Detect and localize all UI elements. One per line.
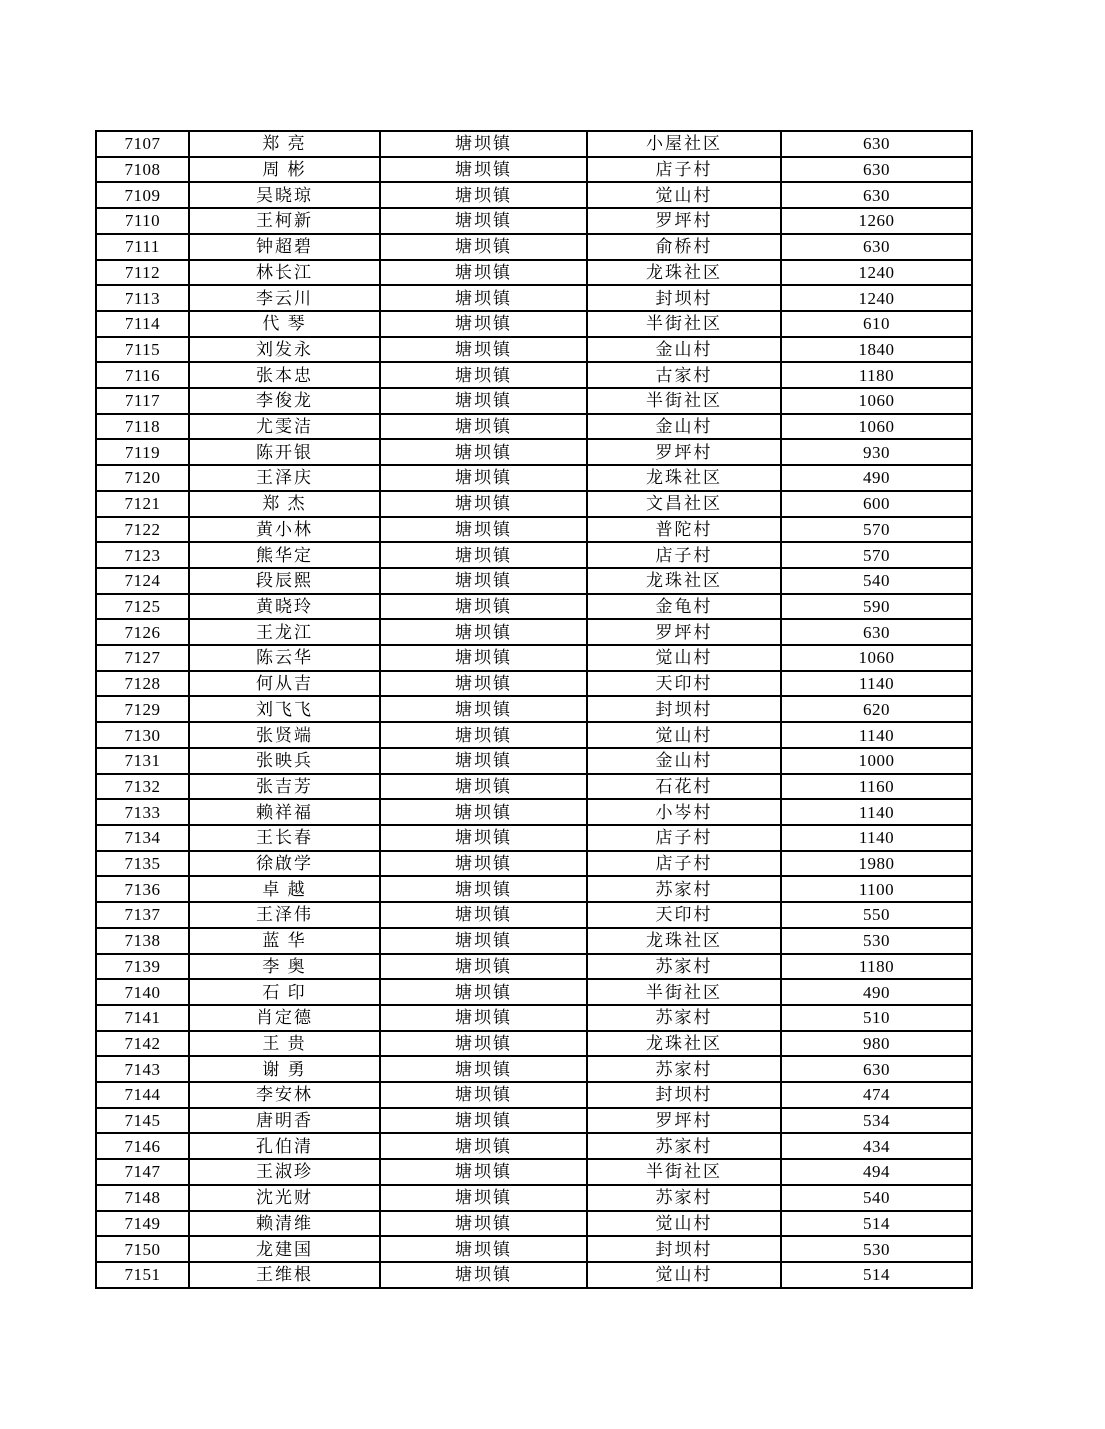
table-row [96, 671, 972, 697]
cell-village: 罗坪村 [587, 208, 781, 234]
cell-id: 7119 [96, 439, 189, 465]
cell-village: 龙珠社区 [587, 568, 781, 594]
cell-village: 封坝村 [587, 285, 781, 311]
cell-town: 塘坝镇 [380, 311, 587, 337]
cell-village: 店子村 [587, 157, 781, 183]
cell-town: 塘坝镇 [380, 696, 587, 722]
cell-id: 7135 [96, 851, 189, 877]
cell-name: 王柯新 [189, 208, 380, 234]
cell-id: 7123 [96, 542, 189, 568]
cell-name: 钟超碧 [189, 234, 380, 260]
cell-id: 7151 [96, 1262, 189, 1288]
table-row [96, 619, 972, 645]
cell-id: 7127 [96, 645, 189, 671]
cell-name: 唐明香 [189, 1108, 380, 1134]
cell-village: 罗坪村 [587, 619, 781, 645]
cell-id: 7125 [96, 594, 189, 620]
cell-id: 7110 [96, 208, 189, 234]
cell-village: 店子村 [587, 542, 781, 568]
cell-amount: 540 [781, 1185, 972, 1211]
cell-amount: 1140 [781, 799, 972, 825]
cell-name: 黄晓玲 [189, 594, 380, 620]
cell-amount: 1140 [781, 671, 972, 697]
table-row [96, 1185, 972, 1211]
cell-amount: 1260 [781, 208, 972, 234]
cell-town: 塘坝镇 [380, 1082, 587, 1108]
cell-id: 7150 [96, 1236, 189, 1262]
table-row [96, 131, 972, 157]
table-row [96, 285, 972, 311]
cell-id: 7107 [96, 131, 189, 157]
cell-name: 卓 越 [189, 876, 380, 902]
cell-amount: 590 [781, 594, 972, 620]
table-row [96, 876, 972, 902]
cell-village: 觉山村 [587, 1211, 781, 1237]
table-row [96, 568, 972, 594]
cell-name: 刘飞飞 [189, 696, 380, 722]
cell-village: 龙珠社区 [587, 1031, 781, 1057]
cell-id: 7121 [96, 491, 189, 517]
cell-id: 7118 [96, 414, 189, 440]
cell-town: 塘坝镇 [380, 799, 587, 825]
cell-town: 塘坝镇 [380, 285, 587, 311]
cell-id: 7109 [96, 182, 189, 208]
cell-village: 觉山村 [587, 645, 781, 671]
cell-id: 7132 [96, 774, 189, 800]
cell-amount: 474 [781, 1082, 972, 1108]
cell-village: 小屋社区 [587, 131, 781, 157]
cell-amount: 980 [781, 1031, 972, 1057]
cell-amount: 1240 [781, 260, 972, 286]
cell-amount: 434 [781, 1133, 972, 1159]
cell-town: 塘坝镇 [380, 234, 587, 260]
cell-town: 塘坝镇 [380, 928, 587, 954]
cell-village: 半街社区 [587, 311, 781, 337]
cell-village: 封坝村 [587, 696, 781, 722]
cell-town: 塘坝镇 [380, 517, 587, 543]
table-row [96, 851, 972, 877]
table-row [96, 774, 972, 800]
cell-amount: 540 [781, 568, 972, 594]
table-row [96, 388, 972, 414]
table-row [96, 799, 972, 825]
cell-town: 塘坝镇 [380, 1185, 587, 1211]
cell-village: 封坝村 [587, 1236, 781, 1262]
cell-name: 王淑珍 [189, 1159, 380, 1185]
cell-amount: 514 [781, 1262, 972, 1288]
cell-amount: 630 [781, 1056, 972, 1082]
cell-town: 塘坝镇 [380, 748, 587, 774]
table-row [96, 542, 972, 568]
cell-amount: 1240 [781, 285, 972, 311]
cell-village: 龙珠社区 [587, 465, 781, 491]
table-row [96, 1082, 972, 1108]
cell-id: 7138 [96, 928, 189, 954]
cell-town: 塘坝镇 [380, 1031, 587, 1057]
table-row [96, 1056, 972, 1082]
cell-id: 7122 [96, 517, 189, 543]
cell-id: 7147 [96, 1159, 189, 1185]
cell-name: 尤雯洁 [189, 414, 380, 440]
cell-village: 苏家村 [587, 1005, 781, 1031]
cell-id: 7120 [96, 465, 189, 491]
cell-town: 塘坝镇 [380, 568, 587, 594]
cell-town: 塘坝镇 [380, 208, 587, 234]
cell-name: 王泽庆 [189, 465, 380, 491]
cell-name: 赖清维 [189, 1211, 380, 1237]
table-row [96, 748, 972, 774]
cell-id: 7113 [96, 285, 189, 311]
cell-name: 张映兵 [189, 748, 380, 774]
cell-name: 张吉芳 [189, 774, 380, 800]
cell-name: 赖祥福 [189, 799, 380, 825]
cell-amount: 1060 [781, 388, 972, 414]
cell-town: 塘坝镇 [380, 619, 587, 645]
table-row [96, 311, 972, 337]
cell-town: 塘坝镇 [380, 337, 587, 363]
cell-amount: 1140 [781, 825, 972, 851]
cell-village: 天印村 [587, 902, 781, 928]
cell-id: 7140 [96, 979, 189, 1005]
cell-amount: 930 [781, 439, 972, 465]
cell-id: 7108 [96, 157, 189, 183]
cell-town: 塘坝镇 [380, 722, 587, 748]
cell-village: 金山村 [587, 748, 781, 774]
table-row [96, 208, 972, 234]
cell-amount: 490 [781, 979, 972, 1005]
cell-amount: 510 [781, 1005, 972, 1031]
cell-name: 张本忠 [189, 362, 380, 388]
cell-id: 7144 [96, 1082, 189, 1108]
cell-town: 塘坝镇 [380, 465, 587, 491]
cell-name: 熊华定 [189, 542, 380, 568]
cell-village: 半街社区 [587, 1159, 781, 1185]
cell-amount: 1160 [781, 774, 972, 800]
table-row [96, 337, 972, 363]
cell-village: 罗坪村 [587, 439, 781, 465]
cell-name: 林长江 [189, 260, 380, 286]
cell-town: 塘坝镇 [380, 491, 587, 517]
cell-amount: 550 [781, 902, 972, 928]
cell-name: 李俊龙 [189, 388, 380, 414]
cell-amount: 1180 [781, 362, 972, 388]
cell-town: 塘坝镇 [380, 1211, 587, 1237]
cell-name: 吴晓琼 [189, 182, 380, 208]
table-row [96, 491, 972, 517]
cell-town: 塘坝镇 [380, 414, 587, 440]
cell-village: 店子村 [587, 825, 781, 851]
cell-name: 孔伯清 [189, 1133, 380, 1159]
table-row [96, 234, 972, 260]
cell-town: 塘坝镇 [380, 671, 587, 697]
cell-amount: 1840 [781, 337, 972, 363]
table-row [96, 1236, 972, 1262]
cell-amount: 514 [781, 1211, 972, 1237]
table-row [96, 362, 972, 388]
cell-id: 7139 [96, 954, 189, 980]
cell-village: 苏家村 [587, 1185, 781, 1211]
cell-village: 苏家村 [587, 954, 781, 980]
cell-id: 7116 [96, 362, 189, 388]
cell-town: 塘坝镇 [380, 1262, 587, 1288]
cell-id: 7114 [96, 311, 189, 337]
cell-town: 塘坝镇 [380, 954, 587, 980]
table-row [96, 696, 972, 722]
cell-village: 苏家村 [587, 1133, 781, 1159]
cell-town: 塘坝镇 [380, 182, 587, 208]
cell-name: 李云川 [189, 285, 380, 311]
cell-name: 李安林 [189, 1082, 380, 1108]
cell-name: 肖定德 [189, 1005, 380, 1031]
cell-name: 龙建国 [189, 1236, 380, 1262]
table-body [96, 131, 972, 1288]
cell-amount: 630 [781, 131, 972, 157]
cell-name: 郑 杰 [189, 491, 380, 517]
cell-amount: 1060 [781, 414, 972, 440]
cell-town: 塘坝镇 [380, 439, 587, 465]
cell-town: 塘坝镇 [380, 876, 587, 902]
cell-amount: 610 [781, 311, 972, 337]
cell-town: 塘坝镇 [380, 131, 587, 157]
cell-town: 塘坝镇 [380, 362, 587, 388]
cell-name: 段辰熙 [189, 568, 380, 594]
cell-name: 代 琴 [189, 311, 380, 337]
cell-town: 塘坝镇 [380, 1056, 587, 1082]
cell-amount: 630 [781, 182, 972, 208]
cell-amount: 630 [781, 157, 972, 183]
cell-id: 7115 [96, 337, 189, 363]
cell-name: 郑 亮 [189, 131, 380, 157]
cell-village: 封坝村 [587, 1082, 781, 1108]
cell-name: 石 印 [189, 979, 380, 1005]
table-row [96, 1159, 972, 1185]
cell-town: 塘坝镇 [380, 1108, 587, 1134]
cell-town: 塘坝镇 [380, 1159, 587, 1185]
cell-id: 7142 [96, 1031, 189, 1057]
table-row [96, 260, 972, 286]
cell-village: 苏家村 [587, 1056, 781, 1082]
cell-name: 陈云华 [189, 645, 380, 671]
cell-id: 7117 [96, 388, 189, 414]
cell-name: 周 彬 [189, 157, 380, 183]
cell-amount: 530 [781, 928, 972, 954]
cell-amount: 570 [781, 542, 972, 568]
cell-id: 7124 [96, 568, 189, 594]
cell-id: 7112 [96, 260, 189, 286]
cell-id: 7146 [96, 1133, 189, 1159]
cell-id: 7143 [96, 1056, 189, 1082]
cell-id: 7129 [96, 696, 189, 722]
roster-table [95, 130, 973, 1289]
cell-village: 小岑村 [587, 799, 781, 825]
cell-id: 7130 [96, 722, 189, 748]
cell-town: 塘坝镇 [380, 542, 587, 568]
cell-id: 7148 [96, 1185, 189, 1211]
cell-name: 王长春 [189, 825, 380, 851]
table-row [96, 825, 972, 851]
table-row [96, 954, 972, 980]
cell-town: 塘坝镇 [380, 594, 587, 620]
cell-village: 金山村 [587, 337, 781, 363]
cell-village: 俞桥村 [587, 234, 781, 260]
cell-name: 何从吉 [189, 671, 380, 697]
table-row [96, 1211, 972, 1237]
cell-amount: 1060 [781, 645, 972, 671]
cell-village: 天印村 [587, 671, 781, 697]
cell-id: 7134 [96, 825, 189, 851]
cell-name: 王龙江 [189, 619, 380, 645]
table-row [96, 1262, 972, 1288]
cell-village: 觉山村 [587, 1262, 781, 1288]
cell-town: 塘坝镇 [380, 1005, 587, 1031]
table-row [96, 182, 972, 208]
cell-name: 谢 勇 [189, 1056, 380, 1082]
table-row [96, 722, 972, 748]
cell-id: 7136 [96, 876, 189, 902]
cell-amount: 534 [781, 1108, 972, 1134]
table-row [96, 1031, 972, 1057]
cell-town: 塘坝镇 [380, 979, 587, 1005]
table-row [96, 979, 972, 1005]
cell-amount: 600 [781, 491, 972, 517]
cell-amount: 1100 [781, 876, 972, 902]
cell-village: 普陀村 [587, 517, 781, 543]
cell-amount: 494 [781, 1159, 972, 1185]
cell-amount: 630 [781, 619, 972, 645]
table-row [96, 1108, 972, 1134]
cell-village: 石花村 [587, 774, 781, 800]
cell-amount: 490 [781, 465, 972, 491]
cell-amount: 630 [781, 234, 972, 260]
table-row [96, 465, 972, 491]
cell-town: 塘坝镇 [380, 774, 587, 800]
cell-amount: 1180 [781, 954, 972, 980]
cell-village: 罗坪村 [587, 1108, 781, 1134]
table-row [96, 1005, 972, 1031]
table-row [96, 902, 972, 928]
cell-village: 古家村 [587, 362, 781, 388]
cell-village: 金龟村 [587, 594, 781, 620]
cell-town: 塘坝镇 [380, 260, 587, 286]
table-row [96, 157, 972, 183]
cell-name: 黄小林 [189, 517, 380, 543]
cell-name: 王泽伟 [189, 902, 380, 928]
cell-town: 塘坝镇 [380, 825, 587, 851]
cell-id: 7126 [96, 619, 189, 645]
table-row [96, 439, 972, 465]
cell-village: 店子村 [587, 851, 781, 877]
cell-village: 觉山村 [587, 722, 781, 748]
cell-amount: 570 [781, 517, 972, 543]
cell-id: 7149 [96, 1211, 189, 1237]
table-row [96, 1133, 972, 1159]
cell-id: 7131 [96, 748, 189, 774]
cell-id: 7128 [96, 671, 189, 697]
cell-name: 蓝 华 [189, 928, 380, 954]
cell-village: 半街社区 [587, 388, 781, 414]
cell-town: 塘坝镇 [380, 1236, 587, 1262]
cell-town: 塘坝镇 [380, 645, 587, 671]
cell-id: 7137 [96, 902, 189, 928]
cell-village: 龙珠社区 [587, 260, 781, 286]
cell-name: 张贤端 [189, 722, 380, 748]
cell-village: 半街社区 [587, 979, 781, 1005]
cell-name: 沈光财 [189, 1185, 380, 1211]
cell-amount: 530 [781, 1236, 972, 1262]
cell-town: 塘坝镇 [380, 388, 587, 414]
cell-town: 塘坝镇 [380, 851, 587, 877]
cell-town: 塘坝镇 [380, 157, 587, 183]
cell-name: 刘发永 [189, 337, 380, 363]
table-row [96, 928, 972, 954]
cell-amount: 1000 [781, 748, 972, 774]
cell-id: 7141 [96, 1005, 189, 1031]
cell-village: 苏家村 [587, 876, 781, 902]
cell-name: 陈开银 [189, 439, 380, 465]
table-row [96, 594, 972, 620]
cell-village: 龙珠社区 [587, 928, 781, 954]
cell-name: 李 奥 [189, 954, 380, 980]
table-row [96, 414, 972, 440]
cell-village: 金山村 [587, 414, 781, 440]
cell-town: 塘坝镇 [380, 902, 587, 928]
cell-village: 文昌社区 [587, 491, 781, 517]
cell-id: 7133 [96, 799, 189, 825]
cell-amount: 1980 [781, 851, 972, 877]
cell-amount: 1140 [781, 722, 972, 748]
table-row [96, 645, 972, 671]
cell-id: 7145 [96, 1108, 189, 1134]
cell-name: 王维根 [189, 1262, 380, 1288]
cell-amount: 620 [781, 696, 972, 722]
cell-name: 徐啟学 [189, 851, 380, 877]
cell-id: 7111 [96, 234, 189, 260]
cell-name: 王 贵 [189, 1031, 380, 1057]
cell-town: 塘坝镇 [380, 1133, 587, 1159]
cell-village: 觉山村 [587, 182, 781, 208]
table-row [96, 517, 972, 543]
